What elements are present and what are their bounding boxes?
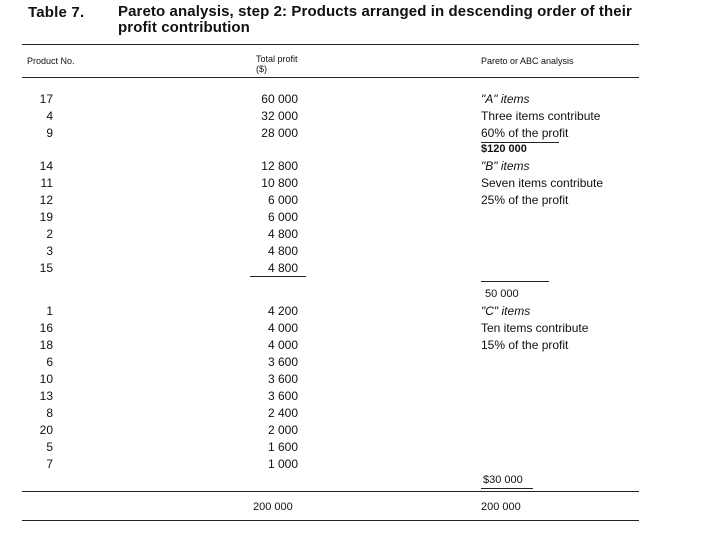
profit-value: 2 400 bbox=[267, 406, 298, 420]
profit-value: 32 000 bbox=[261, 109, 298, 123]
product-number: 12 bbox=[39, 193, 53, 207]
product-number: 16 bbox=[39, 321, 53, 335]
product-number: 17 bbox=[39, 92, 53, 106]
product-number: 3 bbox=[46, 244, 53, 258]
header-profit-line1: Total profit bbox=[256, 54, 298, 64]
profit-value: 12 800 bbox=[261, 159, 298, 173]
profit-subtotal-rule bbox=[250, 276, 306, 277]
product-number: 10 bbox=[39, 372, 53, 386]
a-subtotal: $120 000 bbox=[481, 143, 527, 155]
product-number: 9 bbox=[46, 126, 53, 140]
header-product: Product No. bbox=[27, 56, 75, 66]
profit-value: 3 600 bbox=[267, 372, 298, 386]
product-number: 19 bbox=[39, 210, 53, 224]
profit-value: 4 800 bbox=[267, 261, 298, 275]
profit-value: 6 000 bbox=[267, 193, 298, 207]
profit-value: 1 600 bbox=[267, 440, 298, 454]
profit-value: 4 200 bbox=[267, 304, 298, 318]
product-number: 5 bbox=[46, 440, 53, 454]
profit-value: 6 000 bbox=[267, 210, 298, 224]
table-title: Pareto analysis, step 2: Products arranged in descending order of their profit contribution bbox=[118, 3, 632, 36]
c-items-share: 15% of the profit bbox=[481, 338, 569, 352]
bottom-rule bbox=[22, 520, 639, 521]
product-number: 14 bbox=[39, 159, 53, 173]
product-number: 13 bbox=[39, 389, 53, 403]
a-items-count: Three items contribute bbox=[481, 109, 601, 123]
product-number: 11 bbox=[40, 176, 53, 190]
b-subtotal-rule bbox=[481, 281, 549, 282]
product-number: 15 bbox=[39, 261, 53, 275]
profit-value: 60 000 bbox=[261, 92, 298, 106]
profit-value: 4 000 bbox=[267, 338, 298, 352]
product-number: 8 bbox=[46, 406, 53, 420]
product-number: 20 bbox=[39, 423, 53, 437]
product-number: 2 bbox=[46, 227, 53, 241]
total-profit: 200 000 bbox=[253, 501, 293, 513]
table-number: Table 7. bbox=[28, 4, 85, 21]
a-items-share: 60% of the profit bbox=[481, 126, 569, 140]
b-items-share: 25% of the profit bbox=[481, 193, 569, 207]
product-number: 1 bbox=[46, 304, 53, 318]
profit-value: 10 800 bbox=[261, 176, 298, 190]
profit-value: 1 000 bbox=[267, 457, 298, 471]
product-number: 7 bbox=[46, 457, 53, 471]
total-analysis: 200 000 bbox=[481, 501, 521, 513]
a-items-label: "A" items bbox=[481, 92, 530, 106]
c-subtotal: $30 000 bbox=[483, 474, 523, 486]
b-items-label: "B" items bbox=[481, 159, 530, 173]
header-rule bbox=[22, 77, 639, 78]
c-subtotal-rule bbox=[481, 488, 533, 489]
profit-value: 4 800 bbox=[267, 227, 298, 241]
profit-value: 4 000 bbox=[267, 321, 298, 335]
profit-value: 4 800 bbox=[267, 244, 298, 258]
c-items-label: "C" items bbox=[481, 304, 531, 318]
profit-value: 3 600 bbox=[267, 355, 298, 369]
profit-value: 3 600 bbox=[267, 389, 298, 403]
product-number: 18 bbox=[39, 338, 53, 352]
profit-value: 28 000 bbox=[261, 126, 298, 140]
profit-value: 2 000 bbox=[267, 423, 298, 437]
header-profit-line2: ($) bbox=[256, 64, 267, 74]
totals-rule bbox=[22, 491, 639, 492]
product-number: 4 bbox=[46, 109, 53, 123]
product-number: 6 bbox=[46, 355, 53, 369]
header-analysis: Pareto or ABC analysis bbox=[481, 56, 574, 66]
b-items-count: Seven items contribute bbox=[481, 176, 604, 190]
b-subtotal: 50 000 bbox=[485, 288, 519, 300]
c-items-count: Ten items contribute bbox=[481, 321, 589, 335]
top-rule bbox=[22, 44, 639, 45]
